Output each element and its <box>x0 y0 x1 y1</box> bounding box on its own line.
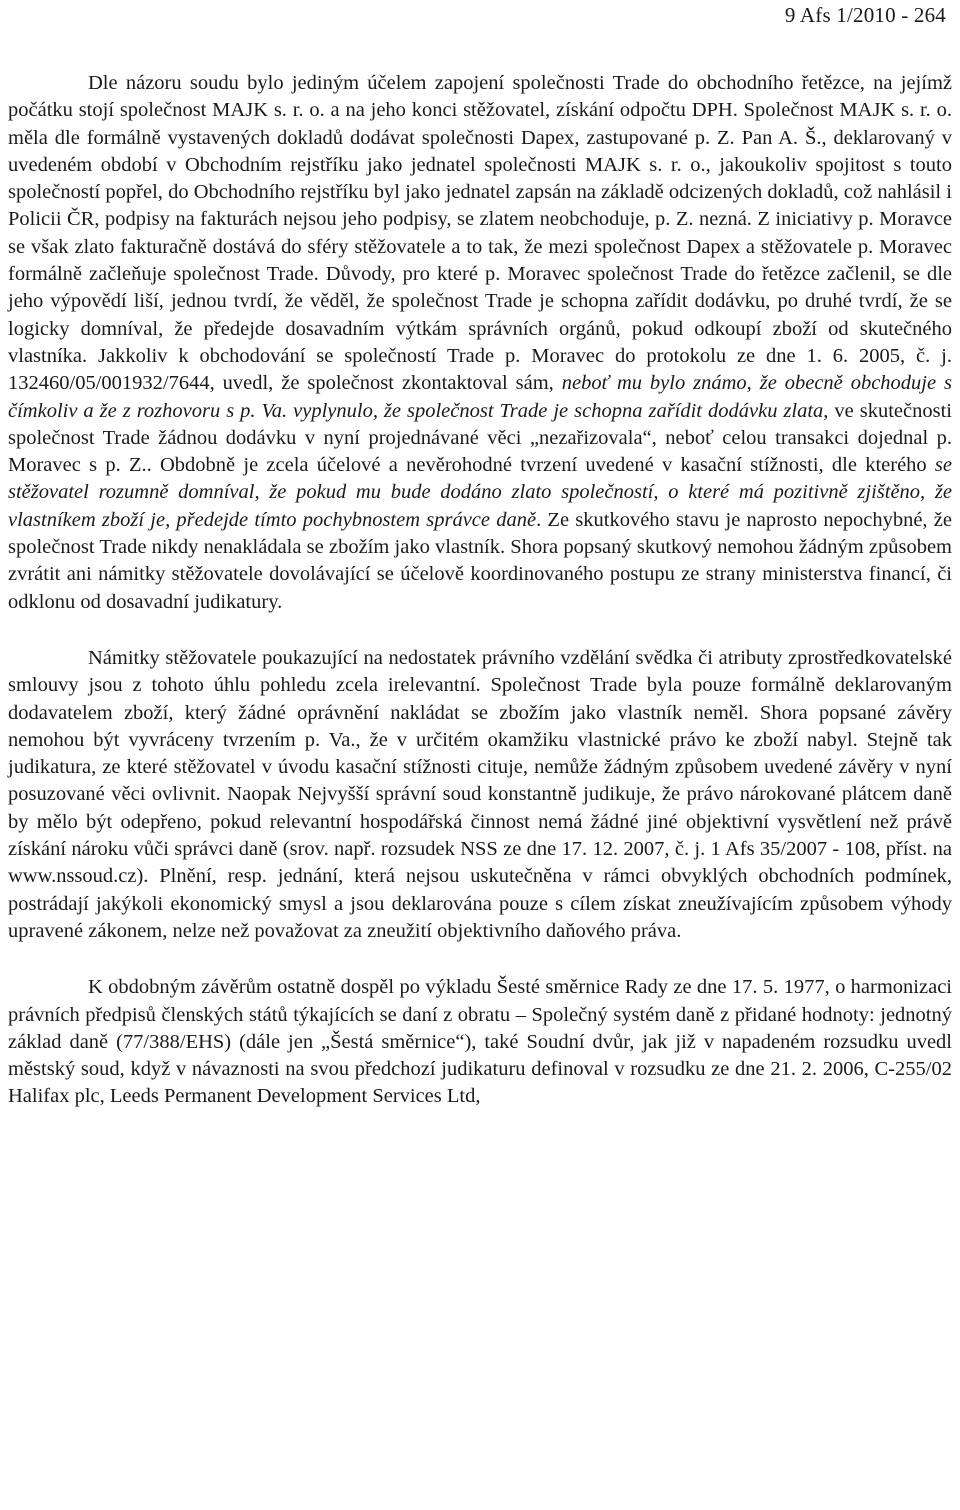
paragraph-1 <box>8 70 952 616</box>
text-segment: , ve skutečnosti společnost Trade žádnou dodávku v nyní projednávané věci „nezařizovala“, neboť celou transakci dojednal p. Moravec s p. Z.. Obdobně je zcela účelové a nevěrohodné tvrzení uvedené v kasační stížnosti, dle kterého <box>8 399 952 477</box>
quoted-statement-italic: neboť mu bylo známo, že obecně obchoduje s čímkoliv a že z rozhovoru s p. Va. vyplynulo, že společnost Trade je schopna zařídit dodávku zlata <box>8 372 953 422</box>
text-segment: Dle názoru soudu bylo jediným účelem zapojení společnosti Trade do obchodního řetězce, na jejímž počátku stojí společnost MAJK s. r. o. a na jeho konci stěžovatel, získání odpočtu DPH. Společnost MAJK s. r. o. měla dle formálně vystavených dokladů dodávat společnosti Dapex, zastupované p. Z. Pan A. Š., deklarovaný v uvedeném období v Obchodním rejstříku jako jednatel společnosti MAJK s. r. o., jakoukoliv spojitost s touto společností popřel, do Obchodního rejstříku byl jako jednatel zapsán na základě odcizených dokladů, což nahlásil i Policii ČR, podpisy na fakturách nejsou jeho podpisy, se zlatem neobchoduje, p. Z. nezná. Z iniciativy p. Moravce se však zlato fakturačně dostává do sféry stěžovatele a to tak, že mezi společnost Dapex a stěžovatele p. Moravec formálně začleňuje společnost Trade. Důvody, pro které p. Moravec společnost Trade do řetězce začlenil, se dle jeho výpovědí liší, jednou tvrdí, že věděl, že společnost Trade je schopna zařídit dodávku, po druhé tvrdí, že se logicky domníval, že předejde dosavadním výtkám správních orgánů, pokud odkoupí zboží od skutečného vlastníka. Jakkoliv k obchodování se společností Trade p. Moravec do protokolu ze dne 1. 6. 2005, č. j. 132460/05/001932/7644, uvedl, že společnost zkontaktoval sám, <box>8 72 952 395</box>
paragraph-3 <box>8 974 952 1110</box>
paragraph-2 <box>8 645 952 945</box>
case-number-header: 9 Afs 1/2010 - 264 <box>784 3 946 27</box>
text-segment: K obdobným závěrům ostatně dospěl po výkladu Šesté směrnice Rady ze dne 17. 5. 1977, o harmonizaci právních předpisů členských států týkajících se daní z obratu – Společný systém daně z přidané hodnoty: jednotný základ daně (77/388/EHS) (dále jen „Šestá směrnice“), také Soudní dvůr, jak již v napadeném rozsudku uvedl městský soud, když v návaznosti na svou předchozí judikaturu definoval v rozsudku ze dne 21. 2. 2006, C-255/02 Halifax plc, Leeds Permanent Development Services Ltd, <box>8 976 952 1108</box>
text-segment: . Ze skutkového stavu je naprosto nepochybné, že společnost Trade nikdy nenakládala se zbožím jako vlastník. Shora popsaný skutkový nemohou žádným způsobem zvrátit ani námitky stěžovatele dovolávající se účelově koordinovaného postupu ze strany ministerstva financí, či odklonu od dosavadní judikatury. <box>8 508 952 613</box>
quoted-claim-italic: se stěžovatel rozumně domníval, že pokud mu bude dodáno zlato společností, o které má pozitivně zjištěno, že vlastníkem zboží je, předejde tímto pochybnostem správce daně <box>8 454 952 531</box>
document-body <box>8 70 952 1111</box>
text-segment: Námitky stěžovatele poukazující na nedostatek právního vzdělání svědka či atributy zprostředkovatelské smlouvy jsou z tohoto úhlu pohledu zcela irelevantní. Společnost Trade byla pouze formálně deklarovaným dodavatelem zboží, který žádné oprávnění nakládat se zbožím jako vlastník neměl. Shora popsané závěry nemohou být vyvráceny tvrzením p. Va., že v určitém okamžiku vlastnické právo ke zboží nabyl. Stejně tak judikatura, ze které stěžovatel v úvodu kasační stížnosti cituje, nemůže žádným způsobem uvedené závěry v nyní posuzované věci ovlivnit. Naopak Nejvyšší správní soud konstantně judikuje, že právo nárokované plátcem daně by mělo být odepřeno, pokud relevantní hospodářská činnost nemá žádné jiné objektivní vysvětlení než právě získání nároku vůči správci daně (srov. např. rozsudek NSS ze dne 17. 12. 2007, č. j. 1 Afs 35/2007 - 108, příst. na www.nssoud.cz). Plnění, resp. jednání, která nejsou uskutečněna v rámci obvyklých obchodních podmínek, postrádají jakýkoli ekonomický smysl a jsou deklarována pouze s cílem získat zneužívajícím způsobem výhody upravené zákonem, nelze než považovat za zneužití objektivního daňového práva. <box>8 646 952 942</box>
